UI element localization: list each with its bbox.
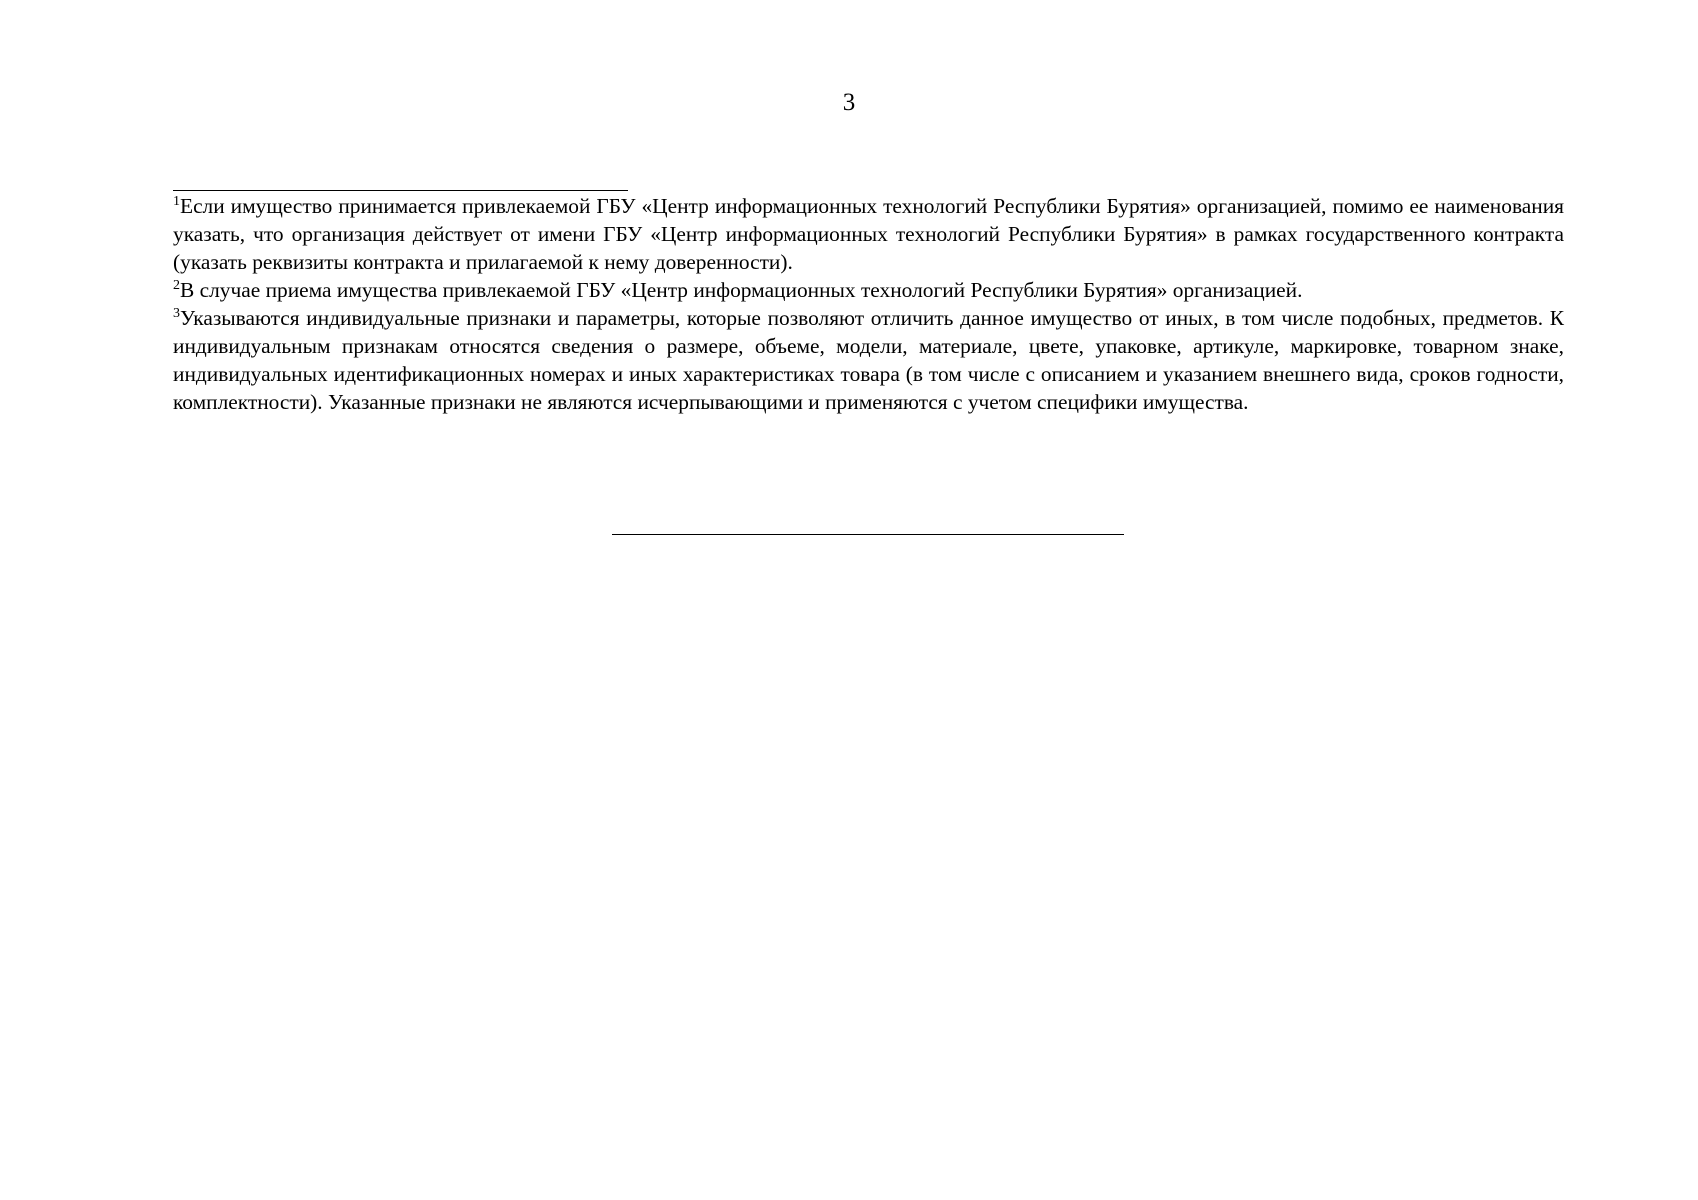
footnote-text: В случае приема имущества привлекаемой ГБУ «Центр информационных технологий Республики Бурятия» организацией.	[180, 278, 1303, 302]
footnote-1	[173, 192, 1564, 276]
footnote-text: Если имущество принимается привлекаемой ГБУ «Центр информационных технологий Республики Бурятия» организацией, помимо ее наименования указать, что организация действует от имени ГБУ «Центр информационных технологий Республики Бурятия» в рамках государственного контракта (указать реквизиты контракта и прилагаемой к нему доверенности).	[173, 194, 1564, 274]
footnote-marker: 2	[173, 277, 180, 293]
footnote-3	[173, 304, 1564, 416]
footnote-separator	[173, 190, 628, 191]
footnote-2	[173, 276, 1564, 304]
page-number: 3	[842, 89, 856, 116]
footnote-marker: 1	[173, 193, 180, 209]
end-of-document-line	[612, 534, 1124, 535]
footnote-marker: 3	[173, 305, 180, 321]
footnote-text: Указываются индивидуальные признаки и параметры, которые позволяют отличить данное имущество от иных, в том числе подобных, предметов. К индивидуальным признакам относятся сведения о размере, объеме, модели, материале, цвете, упаковке, артикуле, маркировке, товарном знаке, индивидуальных идентификационных номерах и иных характеристиках товара (в том числе с описанием и указанием внешнего вида, сроков годности, комплектности). Указанные признаки не являются исчерпывающими и применяются с учетом специфики имущества.	[173, 306, 1564, 414]
footnotes-block	[173, 192, 1564, 416]
